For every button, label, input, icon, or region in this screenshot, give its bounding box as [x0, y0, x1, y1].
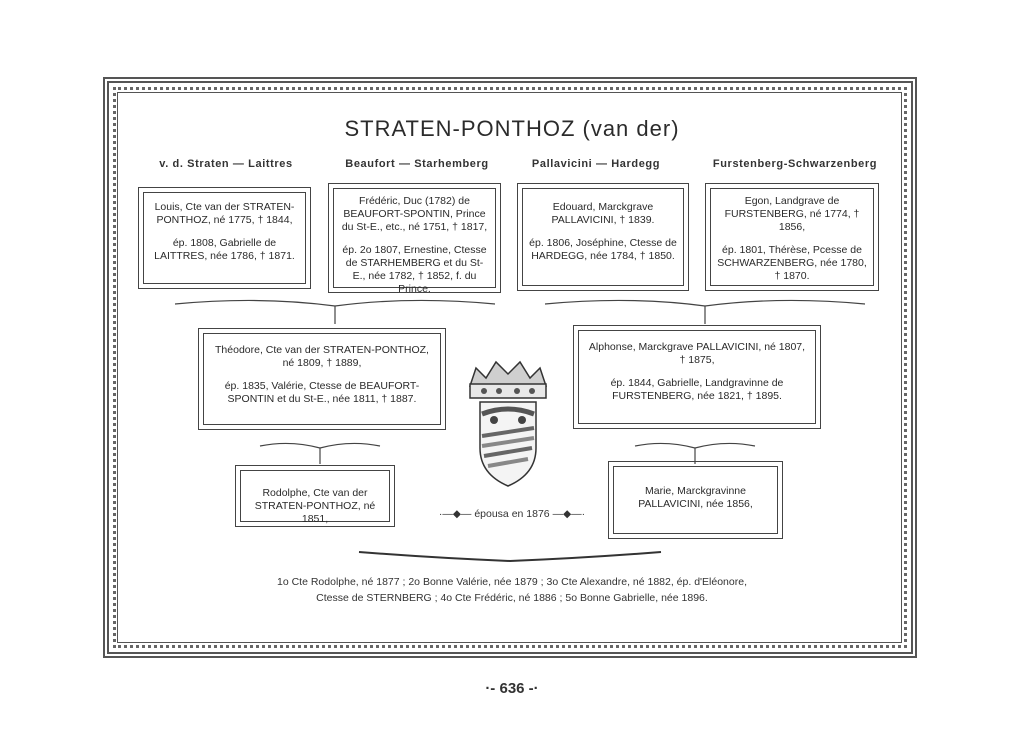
alphonse-birth: Alphonse, Marckgrave PALLAVICINI, né 1807, † 1875,: [588, 341, 806, 366]
marie-text: Marie, Marckgravinne PALLAVICINI, née 1856,: [638, 485, 753, 510]
page-title: STRATEN-PONTHOZ (van der): [344, 116, 680, 141]
box-theodore: [203, 333, 441, 425]
column-heading-furstenberg: Furstenberg-Schwarzenberg: [712, 158, 878, 170]
children-line-2: Ctesse de STERNBERG ; 4o Cte Frédéric, né 1886 ; 5o Bonne Gabrielle, née 1896.: [316, 592, 708, 604]
column-heading-pallavicini: Pallavicini — Hardegg: [531, 158, 661, 170]
brace-left-gen1: [170, 296, 500, 326]
box-egon: [710, 188, 874, 286]
brace-right-gen1: [540, 296, 870, 326]
edouard-marriage: ép. 1806, Joséphine, Ctesse de HARDEGG, née 1784, † 1850.: [529, 237, 677, 262]
brace-left-gen2: [255, 440, 385, 466]
egon-marriage: ép. 1801, Thérèse, Pcesse de SCHWARZENBERG, née 1780, † 1870.: [717, 244, 867, 282]
box-frederic: [333, 188, 496, 295]
rodolphe-text: Rodolphe, Cte van der STRATEN-PONTHOZ, né 1851,: [254, 487, 376, 525]
box-louis: [143, 192, 306, 284]
brace-children: [355, 548, 665, 564]
page-number-text: 636: [499, 680, 525, 697]
frederic-birth: Frédéric, Duc (1782) de BEAUFORT-SPONTIN, Prince du St-E., etc., né 1751, † 1817,: [341, 195, 488, 233]
epousa-text: épousa en 1876: [474, 508, 550, 520]
children-line-1: 1o Cte Rodolphe, né 1877 ; 2o Bonne Valérie, née 1879 ; 3o Cte Alexandre, né 1882, ép. d'Eléonore,: [277, 576, 747, 588]
box-edouard: [522, 188, 684, 286]
page-number-ornament-left-icon: ·-: [485, 680, 500, 697]
theodore-birth: Théodore, Cte van der STRATEN-PONTHOZ, né 1809, † 1889,: [215, 344, 429, 369]
box-marie: [613, 466, 778, 534]
edouard-birth: Edouard, Marckgrave PALLAVICINI, † 1839.: [551, 201, 655, 226]
ornament-right-icon: —◆—·: [552, 508, 586, 520]
frederic-marriage: ép. 2o 1807, Ernestine, Ctesse de STARHEMBERG et du St-E., née 1782, † 1852, f. du Prince.: [342, 244, 487, 295]
page-number: [0, 680, 1024, 697]
ornament-left-icon: ·—◆—: [438, 508, 472, 520]
theodore-marriage: ép. 1835, Valérie, Ctesse de BEAUFORT-SPONTIN et du St-E., née 1811, † 1887.: [224, 380, 420, 405]
box-alphonse: [578, 330, 816, 424]
page-number-ornament-right-icon: -·: [524, 680, 539, 697]
column-heading-straten: v. d. Straten — Laittres: [159, 158, 293, 170]
column-heading-beaufort: Beaufort — Starhemberg: [345, 158, 489, 170]
marriage-label: [438, 508, 586, 520]
egon-birth: Egon, Landgrave de FURSTENBERG, né 1774, † 1856,: [724, 195, 860, 233]
alphonse-marriage: ép. 1844, Gabrielle, Landgravinne de FURSTENBERG, née 1821, † 1895.: [610, 377, 784, 402]
louis-marriage: ép. 1808, Gabrielle de LAITTRES, née 1786, † 1871.: [154, 237, 295, 262]
louis-birth: Louis, Cte van der STRATEN-PONTHOZ, né 1775, † 1844,: [154, 201, 295, 226]
coat-of-arms-icon: [462, 356, 554, 490]
box-rodolphe: [240, 470, 390, 525]
